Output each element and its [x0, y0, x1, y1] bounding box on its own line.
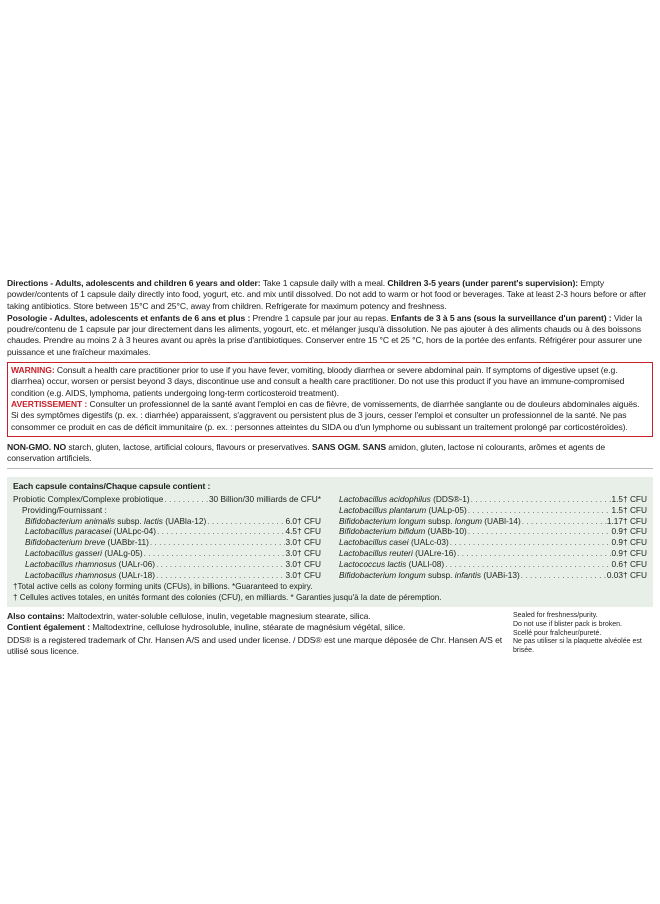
directions-en-label: Directions - Adults, adolescents and children 6 years and older: — [7, 278, 261, 288]
seal-notice — [513, 611, 653, 657]
other-ingredients — [7, 611, 507, 657]
footnote-fr: † Cellules actives totales, en unités formant des colonies (CFU), en milliards. * Garanties jusqu'à la date de péremption. — [13, 592, 442, 602]
strain-code: (UABb-10) — [425, 526, 467, 537]
strain-value: 3.0† CFU — [285, 570, 321, 581]
strain-name — [25, 516, 206, 527]
strain-genus-species: Bifidobacterium animalis — [25, 515, 115, 526]
providing-label — [13, 505, 321, 516]
strain-value: 0.9† CFU — [611, 526, 647, 537]
leader-dots — [155, 559, 285, 570]
strain-subspecies: longum — [454, 515, 482, 526]
directions-fr-label: Posologie - Adultes, adolescents et enfants de 6 ans et plus : — [7, 312, 251, 323]
strain-name — [25, 548, 143, 559]
strain-subsp: subsp. — [425, 570, 455, 581]
strain-row — [13, 516, 321, 527]
sealed-en: Sealed for freshness/purity. — [513, 612, 598, 620]
leader-dots — [456, 548, 611, 559]
warning-en-text: Consult a health care practitioner prior to use if you have fever, vomiting, bloody diarrhea or severe abdominal pain. If symptoms of digestive upset (e.g. diarrhea) occur, worsen or persist beyond 3 days, discontinue use and consult a health care practitioner. Do not use this product if you have an immune-compromised condition (e.g. AIDS, lymphoma, patients undergoing long-term corticosteroid treatment). — [11, 365, 625, 398]
strain-genus-species: Lactobacillus casei — [339, 537, 409, 548]
strain-value: 3.0† CFU — [285, 537, 321, 548]
complex-row — [13, 494, 321, 505]
also-text: Maltodextrin, water-soluble cellulose, inulin, vegetable magnesium stearate, silica. — [64, 611, 371, 622]
strain-row — [339, 494, 647, 505]
directions-fr-text1: Prendre 1 capsule par jour au repas. — [250, 312, 391, 323]
nongmo-en-label: NON-GMO. NO — [7, 441, 67, 452]
strain-genus-species: Lactobacillus paracasei — [25, 526, 112, 537]
ingredients-columns — [13, 494, 647, 581]
strain-genus-species: Lactobacillus acidophilus — [339, 493, 431, 504]
strain-name — [339, 548, 456, 559]
strain-code: (UABl-14) — [481, 515, 521, 526]
strain-name — [339, 570, 520, 581]
strain-code: (UALl-08) — [406, 559, 445, 570]
blister-en: Do not use if blister pack is broken. — [513, 620, 622, 628]
ingredients-right-column — [339, 494, 647, 581]
warning-en — [11, 365, 648, 399]
strain-code: (UABla-12) — [162, 515, 207, 526]
warning-fr — [11, 399, 648, 433]
trademark-note: DDS® is a registered trademark of Chr. Hansen A/S and used under license. / DDS® est une marque déposée de Chr. Hansen A/S et utilisé sous licence. — [7, 634, 503, 657]
strain-value: 1.17† CFU — [606, 515, 647, 526]
contient-label: Contient également : — [7, 622, 90, 633]
strain-genus-species: Bifidobacterium longum — [339, 515, 426, 526]
complex-value: 30 Billion/30 milliards de CFU* — [208, 493, 321, 504]
strain-genus-species: Bifidobacterium longum — [339, 570, 426, 581]
strain-genus-species: Bifidobacterium breve — [25, 537, 106, 548]
strain-row — [339, 526, 647, 537]
strain-name — [339, 559, 444, 570]
strain-name — [25, 526, 156, 537]
strain-row — [339, 559, 647, 570]
strain-name — [339, 516, 521, 527]
leader-dots — [467, 526, 612, 537]
also-label: Also contains: — [7, 611, 65, 622]
strain-code: (UALg-05) — [102, 548, 143, 559]
strain-genus-species: Lactobacillus rhamnosus — [25, 570, 117, 581]
directions-en — [7, 278, 653, 312]
directions-fr — [7, 313, 653, 358]
strain-name — [339, 505, 467, 516]
strain-value: 0.9† CFU — [611, 537, 647, 548]
strain-code: (UALr-06) — [116, 559, 156, 570]
strain-name — [339, 526, 467, 537]
strain-value: 1.5† CFU — [611, 504, 647, 515]
strain-genus-species: Lactobacillus reuteri — [339, 548, 413, 559]
nongmo-fr-label: SANS OGM. SANS — [311, 441, 386, 452]
contient — [7, 622, 507, 633]
sealed-fr: Scellé pour fraîcheur/pureté. — [513, 629, 602, 637]
directions-en-text1: Take 1 capsule daily with a meal. — [260, 278, 388, 288]
complex-name: Probiotic Complex/Complexe probiotique — [13, 493, 164, 504]
leader-dots — [521, 516, 607, 527]
nongmo-statement — [7, 442, 653, 470]
leader-dots — [467, 505, 612, 516]
leader-dots — [520, 570, 607, 581]
strain-genus-species: Lactobacillus gasseri — [25, 548, 103, 559]
strain-subspecies: infantis — [454, 570, 482, 581]
strain-row — [339, 570, 647, 581]
strain-name — [339, 494, 470, 505]
strain-name — [25, 537, 149, 548]
strain-value: 3.0† CFU — [285, 548, 321, 559]
warning-fr-label: AVERTISSEMENT : — [11, 398, 88, 409]
ingredients-panel — [7, 477, 653, 607]
warning-en-label: WARNING: — [11, 365, 55, 376]
leader-dots — [206, 516, 285, 527]
footnote-en: †Total active cells as colony forming units (CFUs), in billions. *Guaranteed to expiry. — [13, 582, 313, 591]
strain-subsp: subsp. — [114, 515, 144, 526]
leader-dots — [449, 537, 612, 548]
leader-dots — [444, 559, 611, 570]
warning-fr-text: Consulter un professionnel de la santé avant l'emploi en cas de fièvre, de vomissements, de diarrhée sanglante ou de douleurs abdominales aiguës. Si des symptômes digestifs (p. ex. : diarrhée) apparaissent, s'aggravent ou persistent plus de 3 jours, cesser l'emploi et consulter un professionnel de la santé. Ne pas consommer ce produit en cas de déficit immunitaire (p. ex. : personnes atteintes du SIDA ou d'un lymphome ou subissant un traitement prolongé par corticostéroïdes). — [11, 398, 640, 432]
strain-value: 0.9† CFU — [611, 548, 647, 559]
leader-dots — [155, 570, 285, 581]
strain-code: (UALre-16) — [412, 548, 457, 559]
bottom-section — [7, 611, 653, 657]
strain-value: 0.6† CFU — [611, 559, 647, 570]
ingredients-header: Each capsule contains/Chaque capsule contient : — [13, 481, 211, 492]
strain-genus-species: Lactobacillus rhamnosus — [25, 559, 117, 570]
strain-code: (UALpc-04) — [111, 526, 156, 537]
strain-code: (UABbr-11) — [105, 537, 149, 548]
blister-fr: Ne pas utiliser si la plaquette alvéolée est brisée. — [513, 638, 642, 654]
leader-dots — [163, 494, 209, 505]
strain-value: 4.5† CFU — [285, 526, 321, 537]
directions-fr-label2: Enfants de 3 à 5 ans (sous la surveillance d'un parent) : — [390, 312, 612, 323]
leader-dots — [143, 548, 286, 559]
strain-genus-species: Lactococcus lactis — [339, 559, 407, 570]
nongmo-en-text: starch, gluten, lactose, artificial colours, flavours or preservatives. — [66, 441, 312, 452]
right-strain-list — [339, 494, 647, 581]
directions-en-text2: Empty powder/contents of 1 capsule daily directly into food, yogurt, etc. and mix until dissolved. Do not add to warm or hot food or beverages. Take at least 2-3 hours before or after taking antibiotics. Store between 15°C and 25°C, away from children. Refrigerate for maximum potency and freshness. — [7, 278, 646, 311]
strain-row — [13, 570, 321, 581]
strain-row — [13, 537, 321, 548]
strain-code: (UALp-05) — [426, 504, 467, 515]
warning-box — [7, 362, 653, 437]
strain-code: (UABi-13) — [481, 570, 520, 581]
strain-row — [339, 516, 647, 527]
nongmo-fr-text: amidon, gluten, lactose ni colourants, arômes et agents de conservation artificiels. — [7, 441, 606, 464]
strain-row — [339, 548, 647, 559]
strain-row — [339, 537, 647, 548]
strain-row — [13, 559, 321, 570]
strain-name — [339, 537, 449, 548]
strain-code: (UALc-03) — [408, 537, 449, 548]
leader-dots — [149, 537, 286, 548]
strain-genus-species: Bifidobacterium bifidum — [339, 526, 426, 537]
strain-subspecies: lactis — [143, 515, 163, 526]
strain-value: 6.0† CFU — [285, 515, 321, 526]
strain-value: 0.03† CFU — [606, 570, 647, 581]
leader-dots — [470, 494, 612, 505]
strain-code: (DDS®-1) — [430, 493, 470, 504]
ingredients-left-column — [13, 494, 321, 581]
left-strain-list — [13, 516, 321, 581]
directions-en-label2: Children 3-5 years (under parent's supervision): — [387, 278, 578, 288]
strain-name — [25, 570, 155, 581]
strain-row — [13, 548, 321, 559]
directions-fr-text2: Vider la poudre/contenu de 1 capsule par jour directement dans les aliments, yogourt, etc. et mélanger jusqu'à dissolution. Ne pas ajouter à des aliments chauds ou à des boissons chaudes. Prendre au moins 2 à 3 heures avant ou après la prise d'antibiotiques. Conserver entre 15 °C et 25 °C, hors de la portée des enfants. Réfrigérer pour assurer une puissance et une fraîcheur maximales. — [7, 312, 643, 357]
strain-row — [339, 505, 647, 516]
strain-value: 3.0† CFU — [285, 559, 321, 570]
contient-text: Maltodextrine, cellulose hydrosoluble, inuline, stéarate de magnésium végétal, silice. — [90, 622, 406, 633]
also-contains — [7, 611, 507, 622]
strain-subsp: subsp. — [425, 515, 455, 526]
providing-text: Providing/Fournissant : — [22, 504, 107, 515]
leader-dots — [156, 526, 286, 537]
label-panel — [7, 278, 653, 657]
strain-name — [25, 559, 155, 570]
strain-row — [13, 526, 321, 537]
strain-genus-species: Lactobacillus plantarum — [339, 504, 427, 515]
strain-code: (UALr-18) — [116, 570, 156, 581]
strain-value: 1.5† CFU — [611, 493, 647, 504]
